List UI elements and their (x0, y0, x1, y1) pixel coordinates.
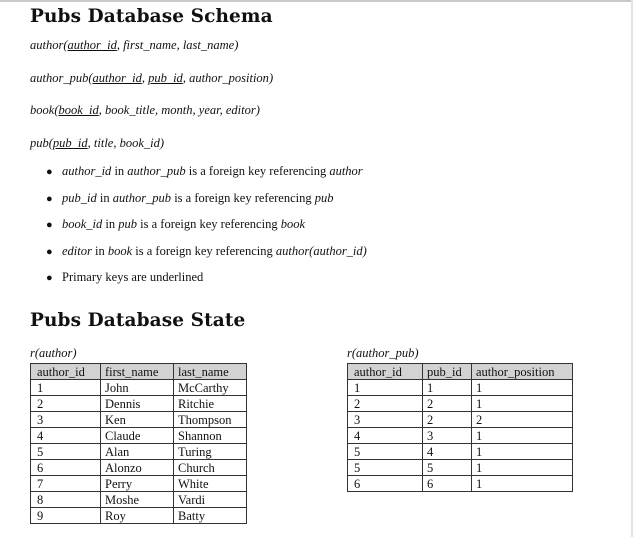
note-item (46, 268, 367, 295)
table-cell: Ken (101, 412, 174, 428)
relation-author-pub: author_pub(author_id, pub_id, author_position) (30, 71, 274, 85)
table-row (31, 492, 247, 508)
attribute: first_name (123, 38, 177, 52)
primary-key-attribute: pub_id (148, 71, 183, 85)
note-attr: book_id (62, 217, 103, 231)
table-cell: Dennis (101, 396, 174, 412)
note-target: author (329, 164, 363, 178)
note-relation: author_pub (112, 190, 172, 205)
attribute: book_title (105, 103, 156, 117)
attribute: year (198, 103, 220, 117)
table-row (348, 428, 573, 444)
table-cell: 5 (423, 460, 472, 476)
attribute: editor (225, 103, 256, 117)
table-row (31, 428, 247, 444)
note-in: in (96, 190, 113, 205)
note-text: is a foreign key referencing (171, 190, 315, 205)
table-cell: 3 (423, 428, 472, 444)
author-pub-table-caption: r(author_pub) (347, 346, 419, 360)
top-border (0, 0, 633, 2)
table-row (31, 460, 247, 476)
attribute: month (161, 103, 193, 117)
table-cell: 6 (348, 476, 423, 492)
table-cell: 1 (472, 396, 573, 412)
note-text: is a foreign key referencing (137, 217, 281, 231)
table-row (348, 380, 573, 396)
table-cell: 3 (348, 412, 423, 428)
primary-key-attribute: book_id (58, 103, 99, 117)
table-cell: 5 (31, 444, 101, 460)
author-table-body (31, 380, 247, 524)
table-cell: 7 (31, 476, 101, 492)
table-row (31, 380, 247, 396)
note-in: in (91, 243, 108, 258)
author-pub-table-body (348, 380, 573, 492)
author-column-header: author_id (31, 364, 101, 380)
note-relation: book (107, 243, 133, 258)
note-target: author(author_id) (275, 243, 367, 258)
primary-key-attribute: author_id (92, 71, 142, 85)
note-target: book (280, 217, 306, 231)
table-cell: Shannon (174, 428, 247, 444)
table-cell: 2 (423, 396, 472, 412)
note-in: in (102, 217, 119, 231)
table-cell: 2 (423, 412, 472, 428)
note-item (46, 162, 367, 189)
state-title: Pubs Database State (30, 310, 246, 331)
table-cell: 5 (348, 460, 423, 476)
table-cell: Perry (101, 476, 174, 492)
table-cell: 1 (472, 428, 573, 444)
author-column-header: first_name (101, 364, 174, 380)
table-cell: 9 (31, 508, 101, 524)
primary-key-attribute: author_id (67, 38, 117, 52)
relation-name: book (30, 103, 55, 117)
attribute: author_position (189, 71, 269, 85)
table-cell: 2 (31, 396, 101, 412)
table-cell: Roy (101, 508, 174, 524)
table-cell: Church (174, 460, 247, 476)
bullet-icon: ● (46, 219, 53, 231)
note-relation: pub (118, 217, 138, 231)
table-row (31, 476, 247, 492)
table-row (348, 396, 573, 412)
attribute: last_name (182, 38, 235, 52)
note-item (46, 242, 367, 269)
table-cell: 1 (348, 380, 423, 396)
table-cell: 2 (472, 412, 573, 428)
author-pub-table-header (348, 364, 573, 380)
table-row (348, 460, 573, 476)
note-text: is a foreign key referencing (185, 164, 330, 178)
attribute: book_id (119, 136, 160, 150)
table-cell: 6 (423, 476, 472, 492)
table-cell: 1 (472, 460, 573, 476)
table-cell: 2 (348, 396, 423, 412)
note-item (46, 215, 367, 242)
relation-book: book(book_id, book_title, month, year, editor) (30, 103, 260, 117)
primary-key-attribute: pub_id (52, 136, 88, 150)
author-pub-column-header: author_id (348, 364, 423, 380)
author-column-header: last_name (174, 364, 247, 380)
table-cell: Vardi (174, 492, 247, 508)
bullet-icon: ● (46, 245, 53, 258)
table-cell: 5 (348, 444, 423, 460)
note-in: in (111, 164, 128, 178)
table-cell: 1 (472, 444, 573, 460)
table-cell: 1 (423, 380, 472, 396)
table-cell: 4 (31, 428, 101, 444)
author-table (30, 363, 247, 524)
bullet-icon: ● (46, 166, 53, 178)
schema-title: Pubs Database Schema (30, 6, 273, 27)
table-row (31, 508, 247, 524)
table-cell: 4 (348, 428, 423, 444)
table-cell: White (174, 476, 247, 492)
bullet-icon: ● (46, 192, 53, 205)
note-relation: author_pub (127, 164, 186, 178)
note-text: Primary keys are underlined (62, 270, 204, 284)
author-pub-table (347, 363, 573, 492)
table-cell: 8 (31, 492, 101, 508)
note-item (46, 189, 367, 216)
author-table-caption: r(author) (30, 346, 77, 360)
note-attr: author_id (62, 164, 112, 178)
foreign-key-notes (46, 162, 367, 295)
table-row (31, 396, 247, 412)
table-row (348, 412, 573, 428)
table-cell: McCarthy (174, 380, 247, 396)
table-row (31, 412, 247, 428)
table-row (348, 476, 573, 492)
table-cell: 1 (31, 380, 101, 396)
relation-name: pub (30, 136, 49, 150)
table-cell: Ritchie (174, 396, 247, 412)
relation-pub: pub(pub_id, title, book_id) (30, 136, 165, 150)
table-row (348, 444, 573, 460)
table-cell: 1 (472, 380, 573, 396)
author-table-header (31, 364, 247, 380)
relation-name: author_pub (30, 71, 89, 85)
author-pub-column-header: author_position (472, 364, 573, 380)
table-cell: Moshe (101, 492, 174, 508)
note-target: pub (314, 190, 334, 205)
table-cell: John (101, 380, 174, 396)
table-cell: Turing (174, 444, 247, 460)
note-text: is a foreign key referencing (132, 243, 276, 258)
table-cell: Alan (101, 444, 174, 460)
note-attr: pub_id (62, 190, 97, 205)
note-attr: editor (62, 243, 92, 258)
table-cell: 1 (472, 476, 573, 492)
table-cell: Batty (174, 508, 247, 524)
relation-name: author (30, 38, 64, 52)
table-cell: 3 (31, 412, 101, 428)
table-row (31, 444, 247, 460)
table-cell: 4 (423, 444, 472, 460)
attribute: title (93, 136, 114, 150)
table-cell: Thompson (174, 412, 247, 428)
author-pub-column-header: pub_id (423, 364, 472, 380)
bullet-icon: ● (46, 272, 53, 284)
relation-author: author(author_id, first_name, last_name) (30, 38, 239, 52)
table-cell: Alonzo (101, 460, 174, 476)
table-cell: 6 (31, 460, 101, 476)
table-cell: Claude (101, 428, 174, 444)
